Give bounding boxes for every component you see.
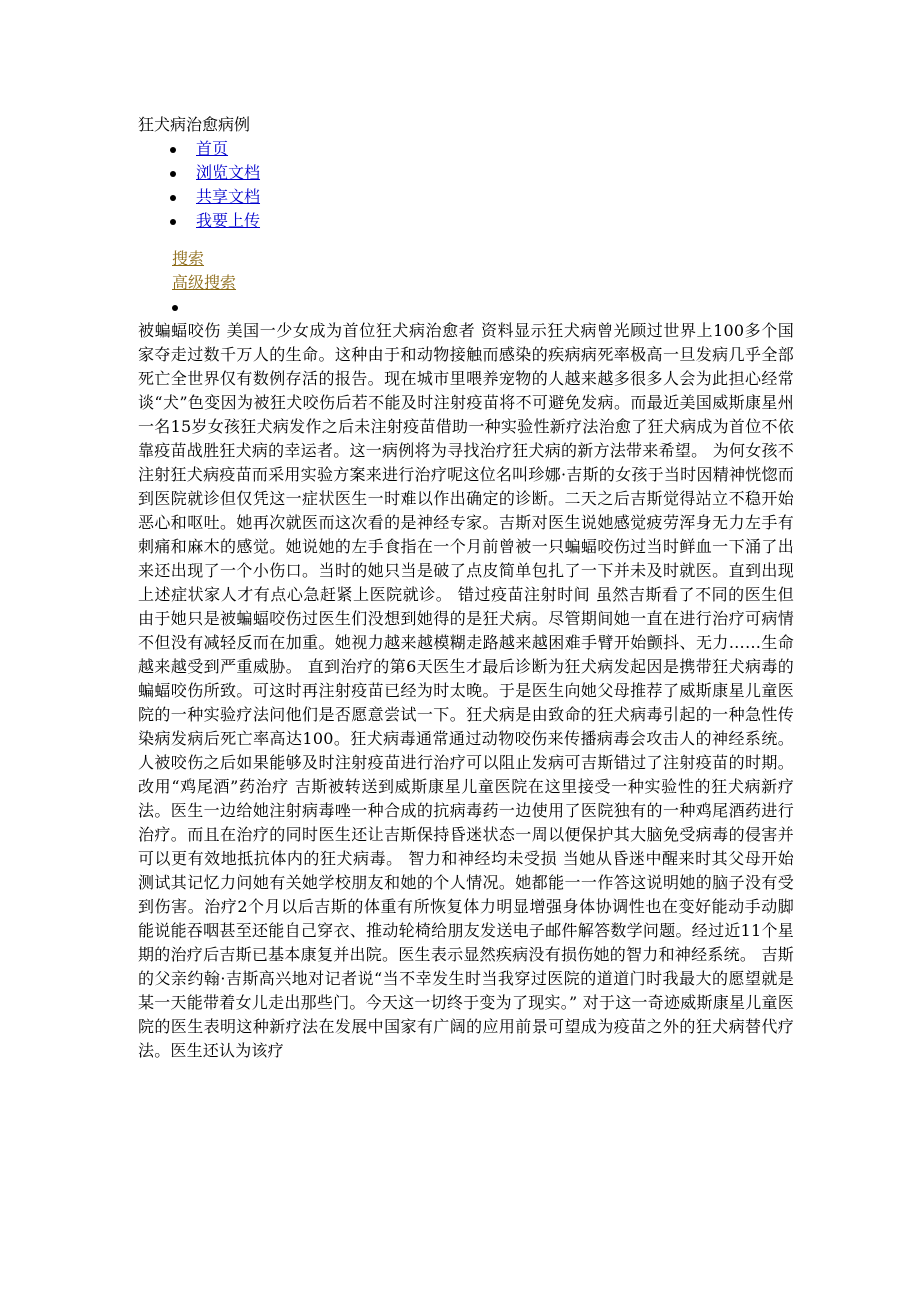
nav-item-browse <box>196 161 794 185</box>
search-links <box>138 247 794 295</box>
page-title: 狂犬病治愈病例 <box>138 115 251 134</box>
article-body: 被蝙蝠咬伤 美国一少女成为首位狂犬病治愈者 资料显示狂犬病曾光顾过世界上100多个国家夺走过数千万人的生命。这种由于和动物接触而感染的疾病病死率极高一旦发病几乎全部死亡全世界仅有数例存活的报告。现在城市里喂养宠物的人越来越多很多人会为此担心经常谈“犬”色变因为被狂犬咬伤后若不能及时注射疫苗将不可避免发病。而最近美国威斯康星州一名15岁女孩狂犬病发作之后未注射疫苗借助一种实验性新疗法治愈了狂犬病成为首位不依靠疫苗战胜狂犬病的幸运者。这一病例将为寻找治疗狂犬病的新方法带来希望。 为何女孩不注射狂犬病疫苗而采用实验方案来进行治疗呢这位名叫珍娜·吉斯的女孩于当时因精神恍惚而到医院就诊但仅凭这一症状医生一时难以作出确定的诊断。二天之后吉斯觉得站立不稳开始恶心和呕吐。她再次就医而这次看的是神经专家。吉斯对医生说她感觉疲劳浑身无力左手有刺痛和麻木的感觉。她说她的左手食指在一个月前曾被一只蝙蝠咬伤过当时鲜血一下涌了出来还出现了一个小伤口。当时的她只当是破了点皮简单包扎了一下并未及时就医。直到出现上述症状家人才有点心急赶紧上医院就诊。 错过疫苗注射时间 虽然吉斯看了不同的医生但由于她只是被蝙蝠咬伤过医生们没想到她得的是狂犬病。尽管期间她一直在进行治疗可病情不但没有减轻反而在加重。她视力越来越模糊走路越来越困难手臂开始颤抖、无力……生命越来越受到严重威胁。 直到治疗的第6天医生才最后诊断为狂犬病发起因是携带狂犬病毒的蝙蝠咬伤所致。可这时再注射疫苗已经为时太晚。于是医生向她父母推荐了威斯康星儿童医院的一种实验疗法问他们是否愿意尝试一下。狂犬病是由致命的狂犬病毒引起的一种急性传染病发病后死亡率高达100。狂犬病毒通常通过动物咬伤来传播病毒会攻击人的神经系统。人被咬伤之后如果能够及时注射疫苗进行治疗可以阻止发病可吉斯错过了注射疫苗的时期。 改用“鸡尾酒”药治疗 吉斯被转送到威斯康星儿童医院在这里接受一种实验性的狂犬病新疗法。医生一边给她注射病毒唑一种合成的抗病毒药一边使用了医院独有的一种鸡尾酒药进行治疗。而且在治疗的同时医生还让吉斯保持昏迷状态一周以便保护其大脑免受病毒的侵害并可以更有效地抵抗体内的狂犬病毒。 智力和神经均未受损 当她从昏迷中醒来时其父母开始测试其记忆力问她有关她学校朋友和她的个人情况。她都能一一作答这说明她的脑子没有受到伤害。治疗2个月以后吉斯的体重有所恢复体力明显增强身体协调性也在变好能动手动脚能说能吞咽甚至还能自己穿衣、推动轮椅给朋友发送电子邮件解答数学问题。经过近11个星期的治疗后吉斯已基本康复并出院。医生表示显然疾病没有损伤她的智力和神经系统。 吉斯的父亲约翰·吉斯高兴地对记者说“当不幸发生时当我穿过医院的道道门时我最大的愿望就是某一天能带着女儿走出那些门。今天这一切终于变为了现实。” 对于这一奇迹威斯康星儿童医院的医生表明这种新疗法在发展中国家有广阔的应用前景可望成为疫苗之外的狂犬病替代疗法。医生还认为该疗 <box>138 321 794 1060</box>
bullet-marker <box>138 295 794 319</box>
nav-link-share[interactable]: 共享文档 <box>196 187 261 206</box>
document-page <box>138 113 794 1063</box>
search-link[interactable]: 搜索 <box>172 249 205 268</box>
nav-item-home <box>196 137 794 161</box>
nav-item-share <box>196 185 794 209</box>
nav-link-upload[interactable]: 我要上传 <box>196 211 261 230</box>
nav-list <box>138 137 794 233</box>
nav-item-upload <box>196 209 794 233</box>
nav-link-home[interactable]: 首页 <box>196 139 229 158</box>
advanced-search-link[interactable]: 高级搜索 <box>172 273 237 292</box>
nav-link-browse[interactable]: 浏览文档 <box>196 163 261 182</box>
